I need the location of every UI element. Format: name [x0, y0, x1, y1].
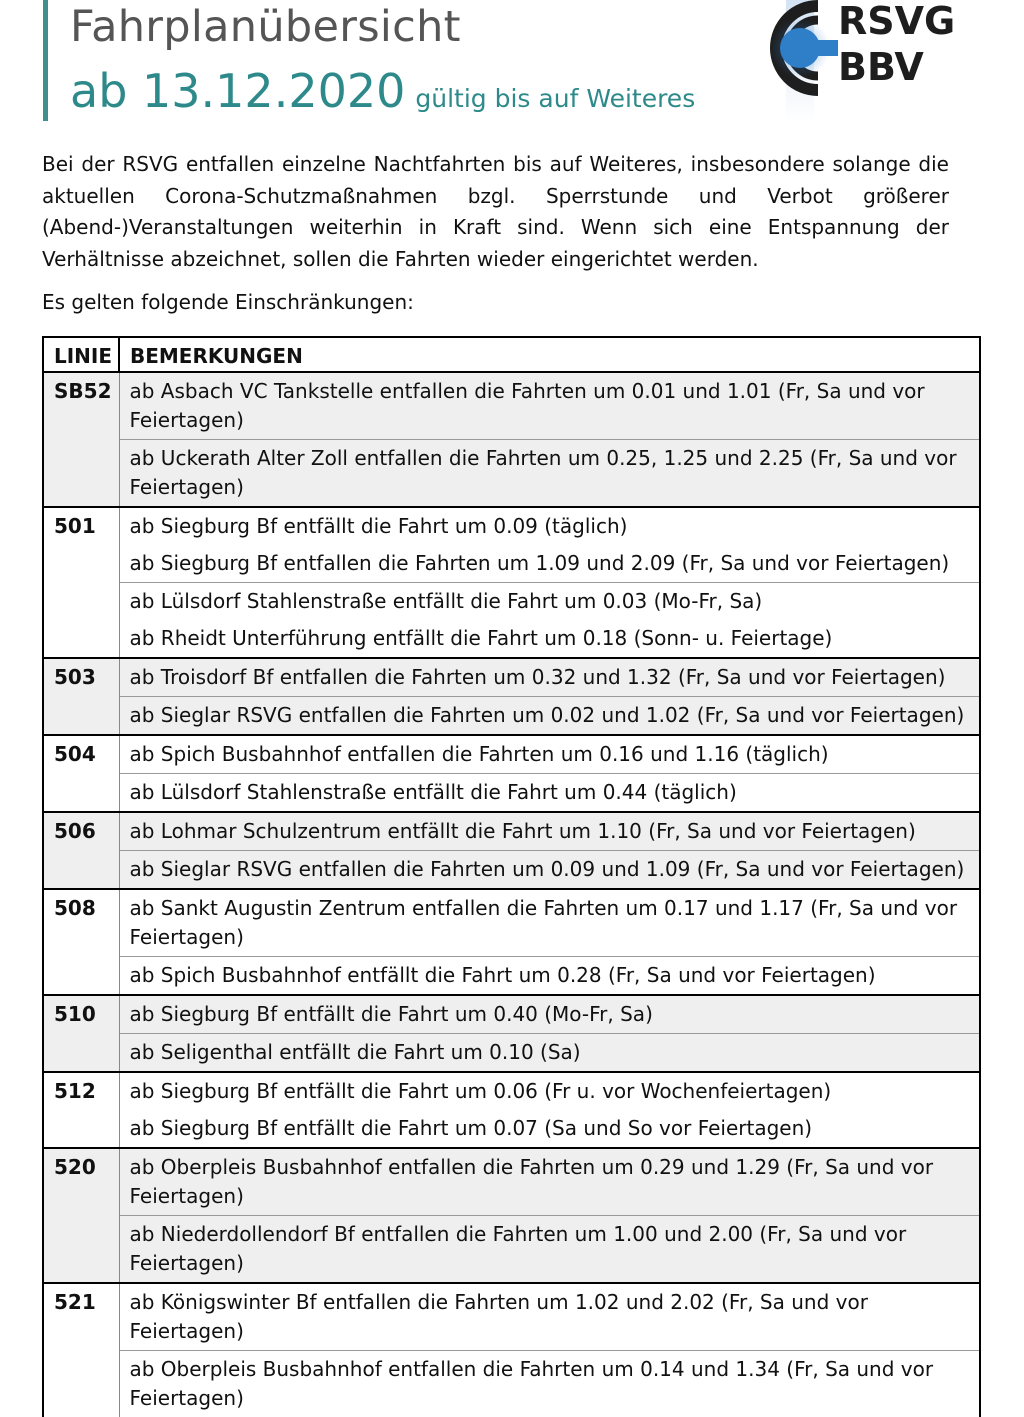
remark-text: ab Lülsdorf Stahlenstraße entfällt die Fahrt um 0.44 (täglich) — [130, 774, 980, 811]
remark-text: ab Troisdorf Bf entfallen die Fahrten um 0.32 und 1.32 (Fr, Sa und vor Feiertagen) — [130, 659, 980, 696]
line-cell — [43, 995, 119, 1072]
remark-cell — [119, 774, 980, 813]
line-number: 512 — [54, 1073, 119, 1106]
remark-cell — [119, 620, 980, 658]
table-row — [43, 1283, 980, 1351]
table-row — [43, 658, 980, 697]
remark-cell — [119, 1110, 980, 1148]
remark-text: ab Spich Busbahnhof entfällt die Fahrt um 0.28 (Fr, Sa und vor Feiertagen) — [130, 957, 980, 994]
remark-cell — [119, 1283, 980, 1351]
remark-cell — [119, 1216, 980, 1284]
remark-text: ab Siegburg Bf entfallen die Fahrten um 1.09 und 2.09 (Fr, Sa und vor Feiertagen) — [130, 545, 980, 582]
remark-text: ab Seligenthal entfällt die Fahrt um 0.10 (Sa) — [130, 1034, 980, 1071]
remark-cell — [119, 812, 980, 851]
line-number: 520 — [54, 1149, 119, 1182]
line-cell — [43, 735, 119, 812]
remark-text: ab Siegburg Bf entfällt die Fahrt um 0.06 (Fr u. vor Wochenfeiertagen) — [130, 1073, 980, 1110]
remark-text: ab Rheidt Unterführung entfällt die Fahrt um 0.18 (Sonn- u. Feiertage) — [130, 620, 980, 657]
line-cell — [43, 1148, 119, 1283]
line-number: 510 — [54, 996, 119, 1029]
remark-text: ab Lohmar Schulzentrum entfällt die Fahrt um 1.10 (Fr, Sa und vor Feiertagen) — [130, 813, 980, 850]
remark-cell — [119, 1072, 980, 1110]
remark-text: ab Sankt Augustin Zentrum entfallen die Fahrten um 0.17 und 1.17 (Fr, Sa und vor Feiertagen) — [130, 890, 980, 956]
remark-text: ab Oberpleis Busbahnhof entfallen die Fahrten um 0.14 und 1.34 (Fr, Sa und vor Feiertagen) — [130, 1351, 980, 1417]
remark-text: ab Sieglar RSVG entfallen die Fahrten um 0.09 und 1.09 (Fr, Sa und vor Feiertagen) — [130, 851, 980, 888]
logo-text-rsvg: RSVG — [838, 0, 955, 43]
remark-text: ab Niederdollendorf Bf entfallen die Fahrten um 1.00 und 2.00 (Fr, Sa und vor Feiertagen) — [130, 1216, 980, 1282]
remark-cell — [119, 583, 980, 621]
table-row — [43, 507, 980, 545]
remark-text: ab Lülsdorf Stahlenstraße entfällt die Fahrt um 0.03 (Mo-Fr, Sa) — [130, 583, 980, 620]
table-row — [43, 545, 980, 583]
remark-text: ab Sieglar RSVG entfallen die Fahrten um 0.02 und 1.02 (Fr, Sa und vor Feiertagen) — [130, 697, 980, 734]
table-row — [43, 1216, 980, 1284]
line-cell — [43, 1072, 119, 1148]
line-number: SB52 — [54, 373, 119, 406]
line-number: 503 — [54, 659, 119, 692]
remark-text: ab Uckerath Alter Zoll entfallen die Fahrten um 0.25, 1.25 und 2.25 (Fr, Sa und vor Feiertagen) — [130, 440, 980, 506]
line-number: 508 — [54, 890, 119, 923]
table-row — [43, 1072, 980, 1110]
table-row — [43, 812, 980, 851]
table-row — [43, 995, 980, 1034]
table-row — [43, 620, 980, 658]
remark-cell — [119, 957, 980, 996]
remark-cell — [119, 697, 980, 736]
line-number: 501 — [54, 508, 119, 541]
table-row — [43, 583, 980, 621]
line-number: 504 — [54, 736, 119, 769]
restrictions-lead: Es gelten folgende Einschränkungen: — [42, 290, 414, 314]
remark-cell — [119, 658, 980, 697]
table-header-row — [43, 337, 980, 372]
line-cell — [43, 372, 119, 507]
rsvg-bbv-logo — [748, 0, 966, 122]
table-row — [43, 774, 980, 813]
validity-note: gültig bis auf Weiteres — [415, 84, 695, 113]
line-cell — [43, 889, 119, 995]
column-header-remarks: BEMERKUNGEN — [119, 337, 980, 372]
valid-from-date: ab 13.12.2020 — [70, 64, 405, 118]
document-header — [43, 0, 748, 121]
remark-cell — [119, 372, 980, 440]
table-row — [43, 1351, 980, 1417]
table-row — [43, 1148, 980, 1216]
line-number: 521 — [54, 1284, 119, 1317]
validity-line — [70, 64, 695, 118]
logo-text-bbv: BBV — [838, 45, 924, 89]
remark-cell — [119, 735, 980, 774]
table-row — [43, 1034, 980, 1073]
line-cell — [43, 812, 119, 889]
remark-cell — [119, 440, 980, 508]
remark-cell — [119, 1034, 980, 1073]
remark-cell — [119, 545, 980, 583]
remark-text: ab Asbach VC Tankstelle entfallen die Fahrten um 0.01 und 1.01 (Fr, Sa und vor Feiertagen) — [130, 373, 980, 439]
remark-cell — [119, 1148, 980, 1216]
restrictions-table — [42, 336, 981, 1417]
line-cell — [43, 507, 119, 658]
line-cell — [43, 658, 119, 735]
table-row — [43, 735, 980, 774]
page-title: Fahrplanübersicht — [70, 2, 461, 52]
remark-cell — [119, 851, 980, 890]
line-cell — [43, 1283, 119, 1417]
table-row — [43, 957, 980, 996]
remark-text: ab Siegburg Bf entfällt die Fahrt um 0.40 (Mo-Fr, Sa) — [130, 996, 980, 1033]
remark-text: ab Siegburg Bf entfällt die Fahrt um 0.09 (täglich) — [130, 508, 980, 545]
intro-paragraph: Bei der RSVG entfallen einzelne Nachtfahrten bis auf Weiteres, insbesondere solange die aktuellen Corona-Schutzmaßnahmen bzgl. Sperrstunde und Verbot größerer (Abend-)Veranstaltungen weiterhin in Kraft sind. Wenn sich eine Entspannung der Verhältnisse abzeichnet, sollen die Fahrten wieder eingerichtet werden. — [42, 149, 949, 275]
remark-text: ab Königswinter Bf entfallen die Fahrten um 1.02 und 2.02 (Fr, Sa und vor Feiertagen) — [130, 1284, 980, 1350]
remark-text: ab Spich Busbahnhof entfallen die Fahrten um 0.16 und 1.16 (täglich) — [130, 736, 980, 773]
table-row — [43, 889, 980, 957]
remark-cell — [119, 889, 980, 957]
remark-text: ab Siegburg Bf entfällt die Fahrt um 0.07 (Sa und So vor Feiertagen) — [130, 1110, 980, 1147]
table-row — [43, 697, 980, 736]
table-row — [43, 372, 980, 440]
remark-text: ab Oberpleis Busbahnhof entfallen die Fahrten um 0.29 und 1.29 (Fr, Sa und vor Feiertagen) — [130, 1149, 980, 1215]
remark-cell — [119, 995, 980, 1034]
line-number: 506 — [54, 813, 119, 846]
column-header-line: LINIE — [43, 337, 119, 372]
table-row — [43, 1110, 980, 1148]
table-row — [43, 851, 980, 890]
remark-cell — [119, 1351, 980, 1417]
remark-cell — [119, 507, 980, 545]
table-row — [43, 440, 980, 508]
